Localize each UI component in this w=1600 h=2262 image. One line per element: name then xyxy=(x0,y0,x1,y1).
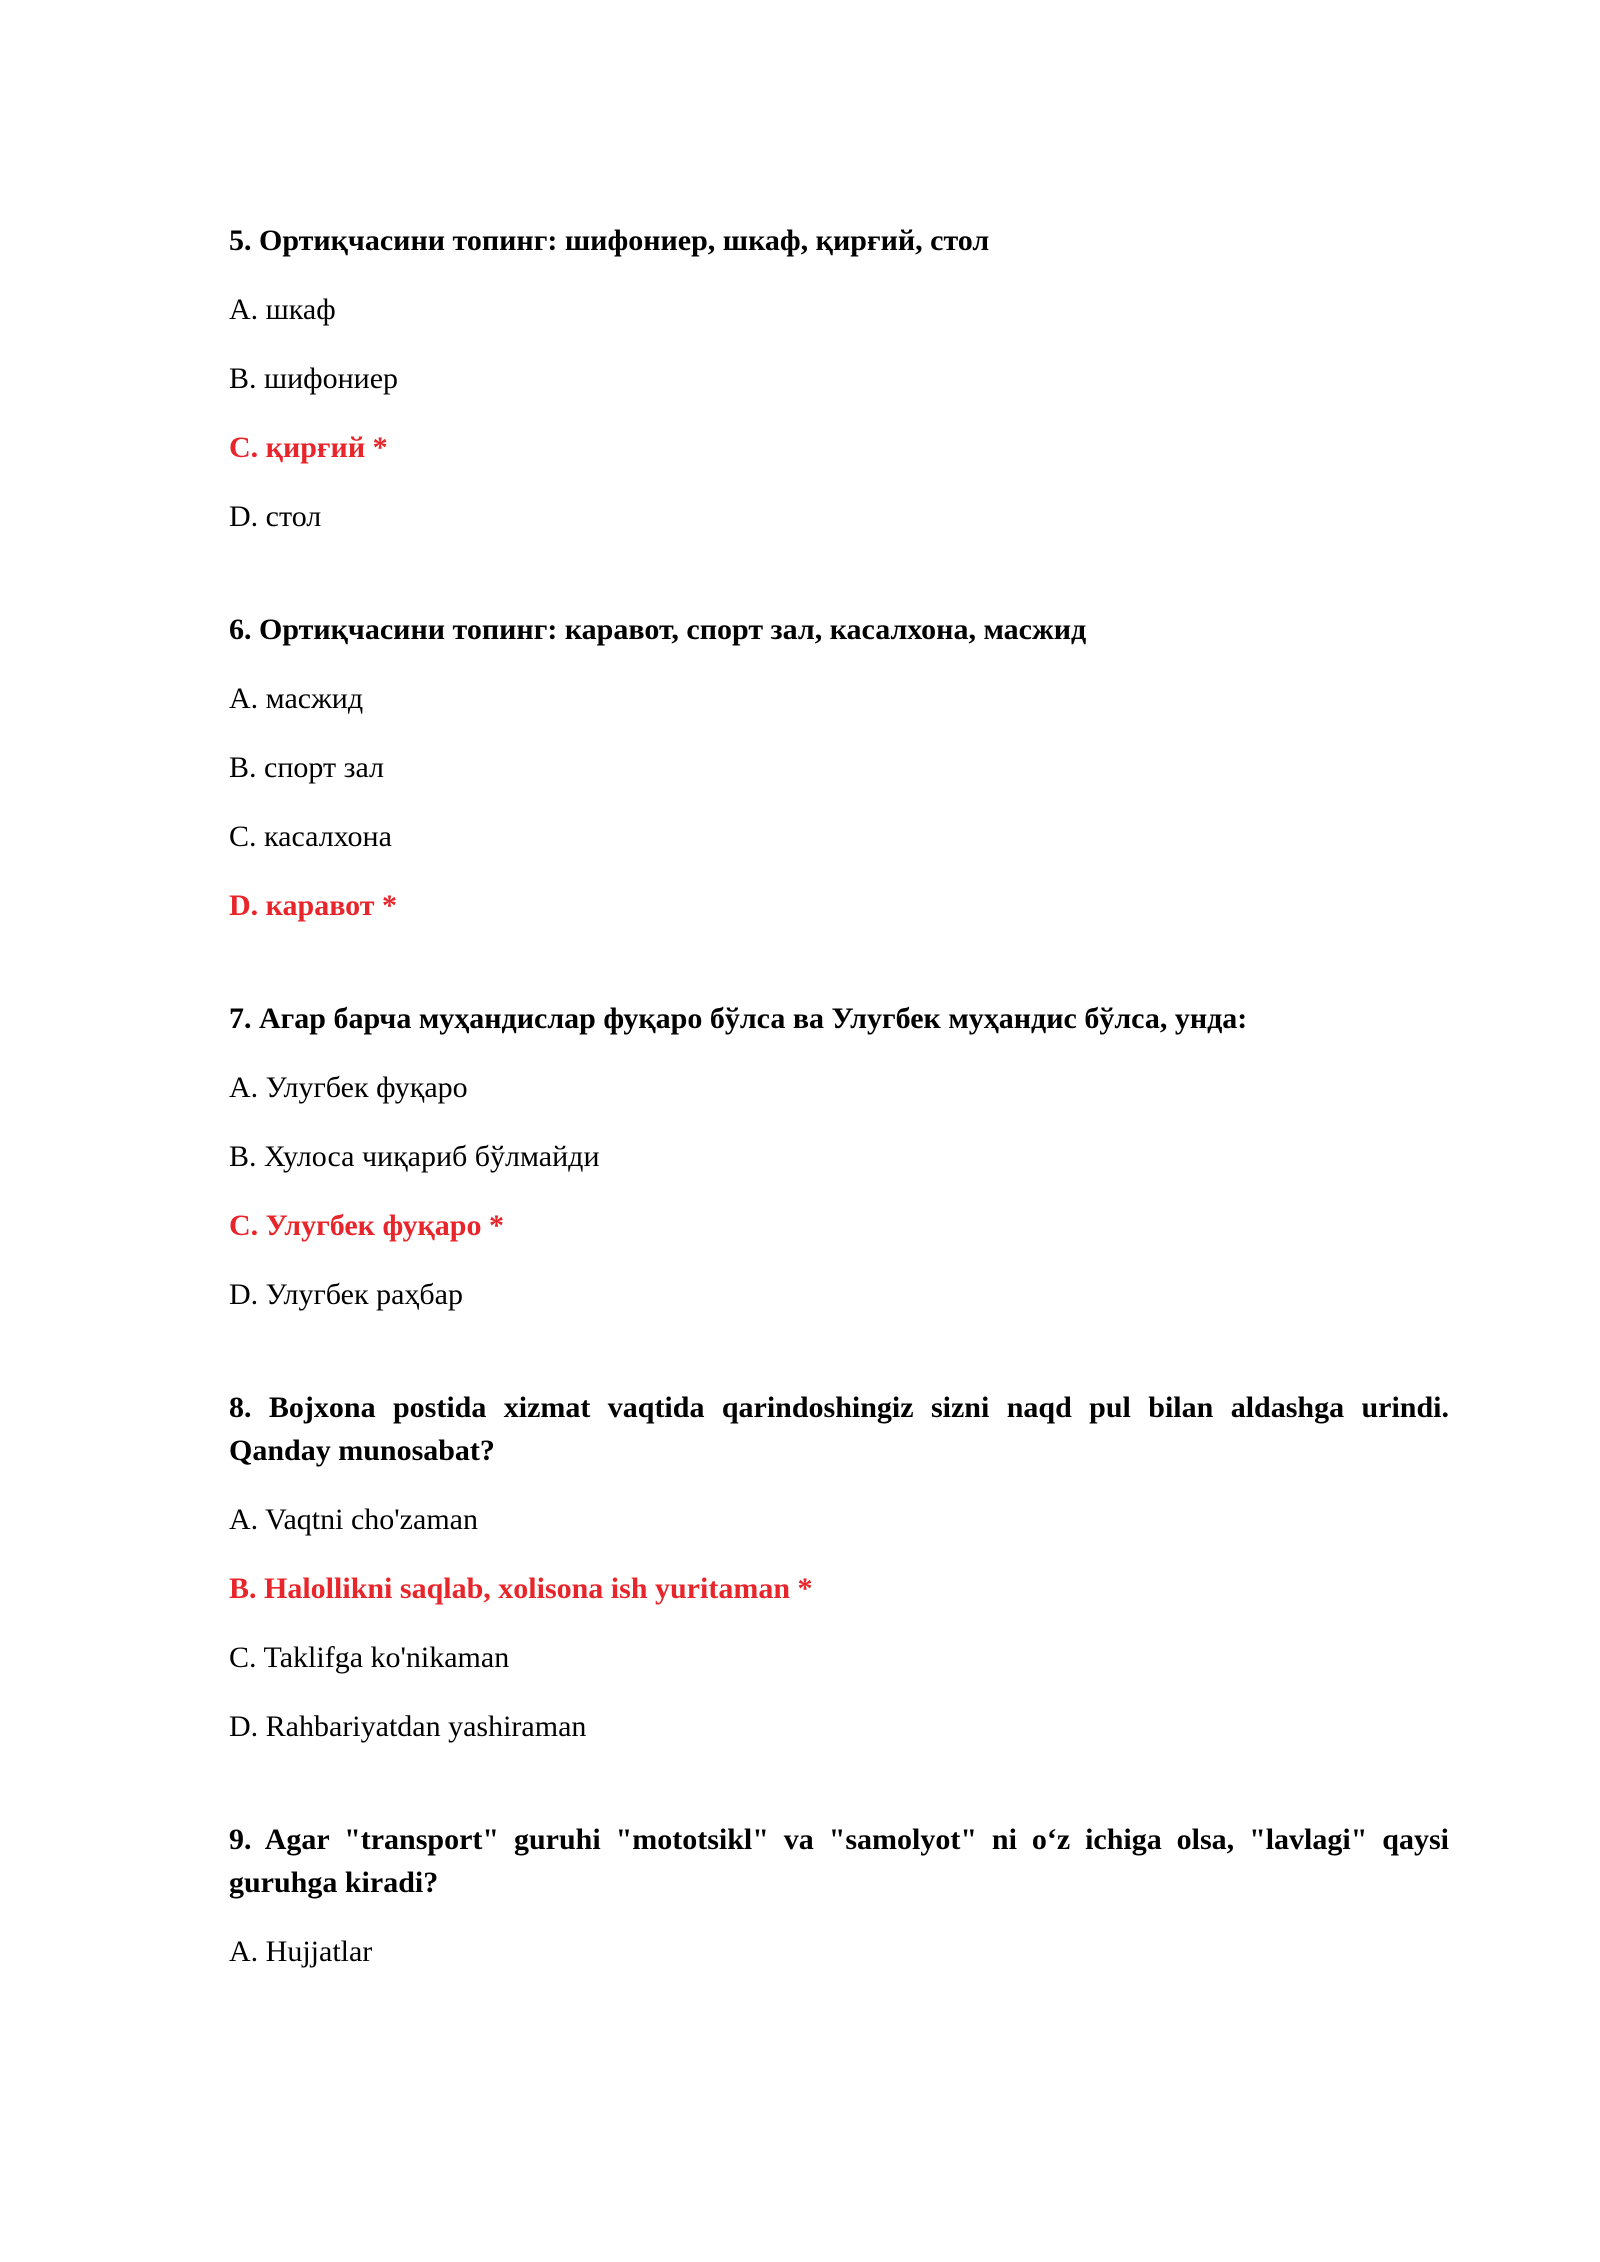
question-5 xyxy=(229,219,1449,538)
option-text: Улугбек раҳбар xyxy=(265,1278,463,1311)
option-text: Taklifga ko'nikaman xyxy=(263,1641,510,1674)
option-a xyxy=(229,1066,1449,1109)
option-text: стол xyxy=(265,500,322,533)
option-a xyxy=(229,288,1449,331)
option-a xyxy=(229,677,1449,720)
option-letter: A. xyxy=(229,682,259,715)
correct-answer-mark: * xyxy=(372,431,388,464)
question-9 xyxy=(229,1818,1449,1973)
option-a xyxy=(229,1930,1449,1973)
option-letter: C. xyxy=(229,1641,257,1674)
question-text: 7. Агар барча муҳандислар фуқаро бўлса ва Улугбек муҳандис бўлса, унда: xyxy=(229,1002,1248,1035)
question-text: 5. Ортиқчасини топинг: шифониер, шкаф, қирғий, стол xyxy=(229,224,990,257)
option-text: Vaqtni cho'zaman xyxy=(265,1503,478,1536)
option-letter: B. xyxy=(229,1572,257,1605)
question-text: 8. Bojxona postida xizmat vaqtida qarindoshingiz sizni naqd pul bilan aldashga urindi. Qanday munosabat? xyxy=(229,1391,1449,1467)
option-letter: B. xyxy=(229,1140,257,1173)
option-c xyxy=(229,1636,1449,1679)
option-c-correct-answer xyxy=(229,426,1449,469)
option-letter: C. xyxy=(229,1209,259,1242)
option-letter: D. xyxy=(229,1710,259,1743)
question-text: 9. Agar "transport" guruhi "mototsikl" va "samolyot" ni o‘z ichiga olsa, "lavlagi" qaysi guruhga kiradi? xyxy=(229,1823,1449,1899)
question-list xyxy=(229,219,1449,2043)
option-text: Halollikni saqlab, xolisona ish yuritaman xyxy=(264,1572,790,1605)
option-letter: D. xyxy=(229,889,259,922)
option-text: шкаф xyxy=(265,293,336,326)
option-letter: C. xyxy=(229,431,259,464)
option-text: Hujjatlar xyxy=(265,1935,373,1968)
option-letter: B. xyxy=(229,362,257,395)
option-text: масжид xyxy=(265,682,364,715)
option-text: қирғий xyxy=(265,431,366,464)
option-text: каравот xyxy=(265,889,375,922)
option-c-correct-answer xyxy=(229,1204,1449,1247)
option-a xyxy=(229,1498,1449,1541)
option-letter: D. xyxy=(229,500,259,533)
question-8 xyxy=(229,1386,1449,1748)
correct-answer-mark: * xyxy=(797,1572,813,1605)
option-d xyxy=(229,1273,1449,1316)
correct-answer-mark: * xyxy=(382,889,398,922)
option-text: касалхона xyxy=(264,820,392,853)
option-letter: A. xyxy=(229,1503,259,1536)
question-7 xyxy=(229,997,1449,1316)
option-letter: A. xyxy=(229,1071,259,1104)
option-d xyxy=(229,1705,1449,1748)
question-6 xyxy=(229,608,1449,927)
option-b-correct-answer xyxy=(229,1567,1449,1610)
question-text: 6. Ортиқчасини топинг: каравот, спорт зал, касалхона, масжид xyxy=(229,613,1087,646)
option-b xyxy=(229,1135,1449,1178)
option-b xyxy=(229,357,1449,400)
option-text: Улугбек фуқаро xyxy=(265,1209,482,1242)
option-text: спорт зал xyxy=(264,751,385,784)
correct-answer-mark: * xyxy=(488,1209,504,1242)
option-letter: D. xyxy=(229,1278,259,1311)
option-text: Rahbariyatdan yashiraman xyxy=(265,1710,587,1743)
option-text: Улугбек фуқаро xyxy=(265,1071,468,1104)
option-d-correct-answer xyxy=(229,884,1449,927)
option-letter: A. xyxy=(229,1935,259,1968)
option-text: Хулоса чиқариб бўлмайди xyxy=(264,1140,600,1173)
option-text: шифониер xyxy=(264,362,399,395)
option-letter: B. xyxy=(229,751,257,784)
option-letter: C. xyxy=(229,820,257,853)
option-c xyxy=(229,815,1449,858)
option-letter: A. xyxy=(229,293,259,326)
option-b xyxy=(229,746,1449,789)
option-d xyxy=(229,495,1449,538)
